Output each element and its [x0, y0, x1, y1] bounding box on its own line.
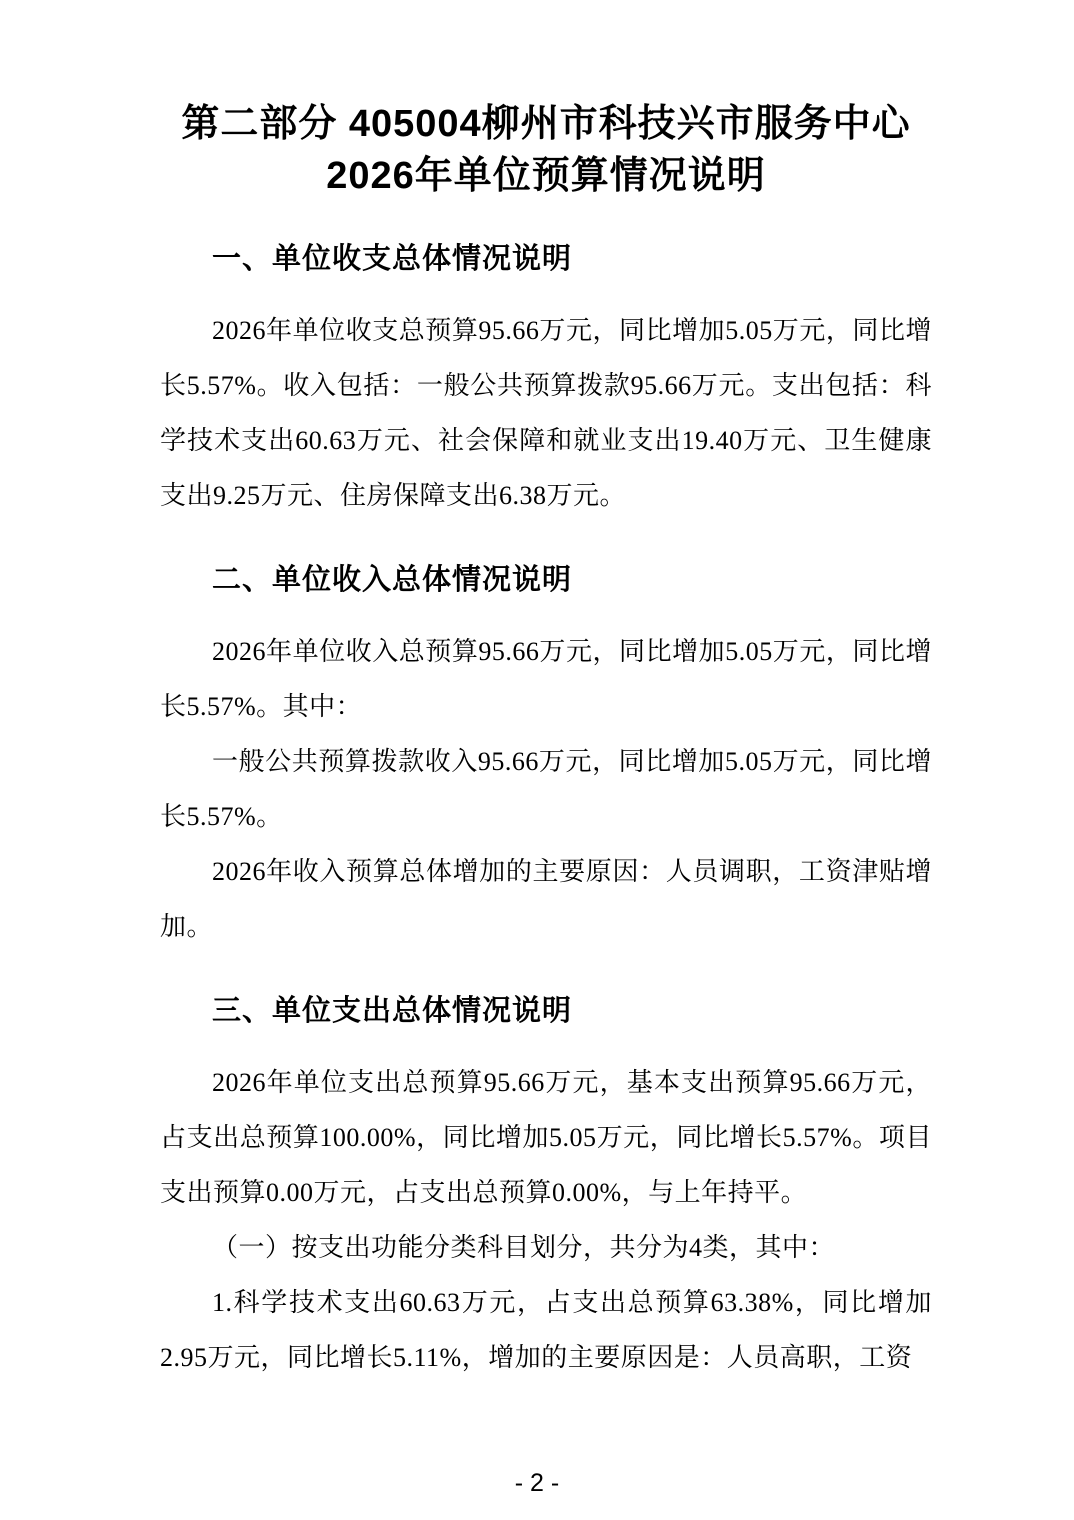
- section-heading-2: 二、单位收入总体情况说明: [212, 564, 573, 596]
- paragraph: 2026年收入预算总体增加的主要原因：人员调职，工资津贴增加。: [160, 857, 932, 941]
- paragraph: 2026年单位支出总预算95.66万元，基本支出预算95.66万元，占支出总预算100.00%，同比增加5.05万元，同比增长5.57%。项目支出预算0.00万元，占支出总预算0.00%，与上年持平。: [160, 1068, 932, 1207]
- page-title: [160, 0, 932, 202]
- section-heading-1: 一、单位收支总体情况说明: [212, 243, 573, 275]
- section-expense-overview: [160, 984, 932, 1385]
- page-number: - 2 -: [514, 1469, 560, 1497]
- page-title-line-1: 第二部分 405004柳州市科技兴市服务中心: [181, 103, 911, 145]
- section-income-overview: [160, 553, 932, 954]
- paragraph: 2026年单位收支总预算95.66万元，同比增加5.05万元，同比增长5.57%。收入包括：一般公共预算拨款95.66万元。支出包括：科学技术支出60.63万元、社会保障和就业支出19.40万元、卫生健康支出9.25万元、住房保障支出6.38万元。: [160, 316, 932, 510]
- paragraph: （一）按支出功能分类科目划分，共分为4类，其中：: [212, 1233, 836, 1262]
- section-income-expense-overview: [160, 232, 932, 523]
- paragraph: 一般公共预算拨款收入95.66万元，同比增加5.05万元，同比增长5.57%。: [160, 747, 932, 831]
- paragraph: 1.科学技术支出60.63万元，占支出总预算63.38%，同比增加2.95万元，同比增长5.11%，增加的主要原因是：人员高职，工资: [160, 1288, 932, 1372]
- page-title-line-2: 2026年单位预算情况说明: [326, 155, 766, 197]
- section-heading-3: 三、单位支出总体情况说明: [212, 995, 573, 1027]
- paragraph: 2026年单位收入总预算95.66万元，同比增加5.05万元，同比增长5.57%。其中：: [160, 637, 932, 721]
